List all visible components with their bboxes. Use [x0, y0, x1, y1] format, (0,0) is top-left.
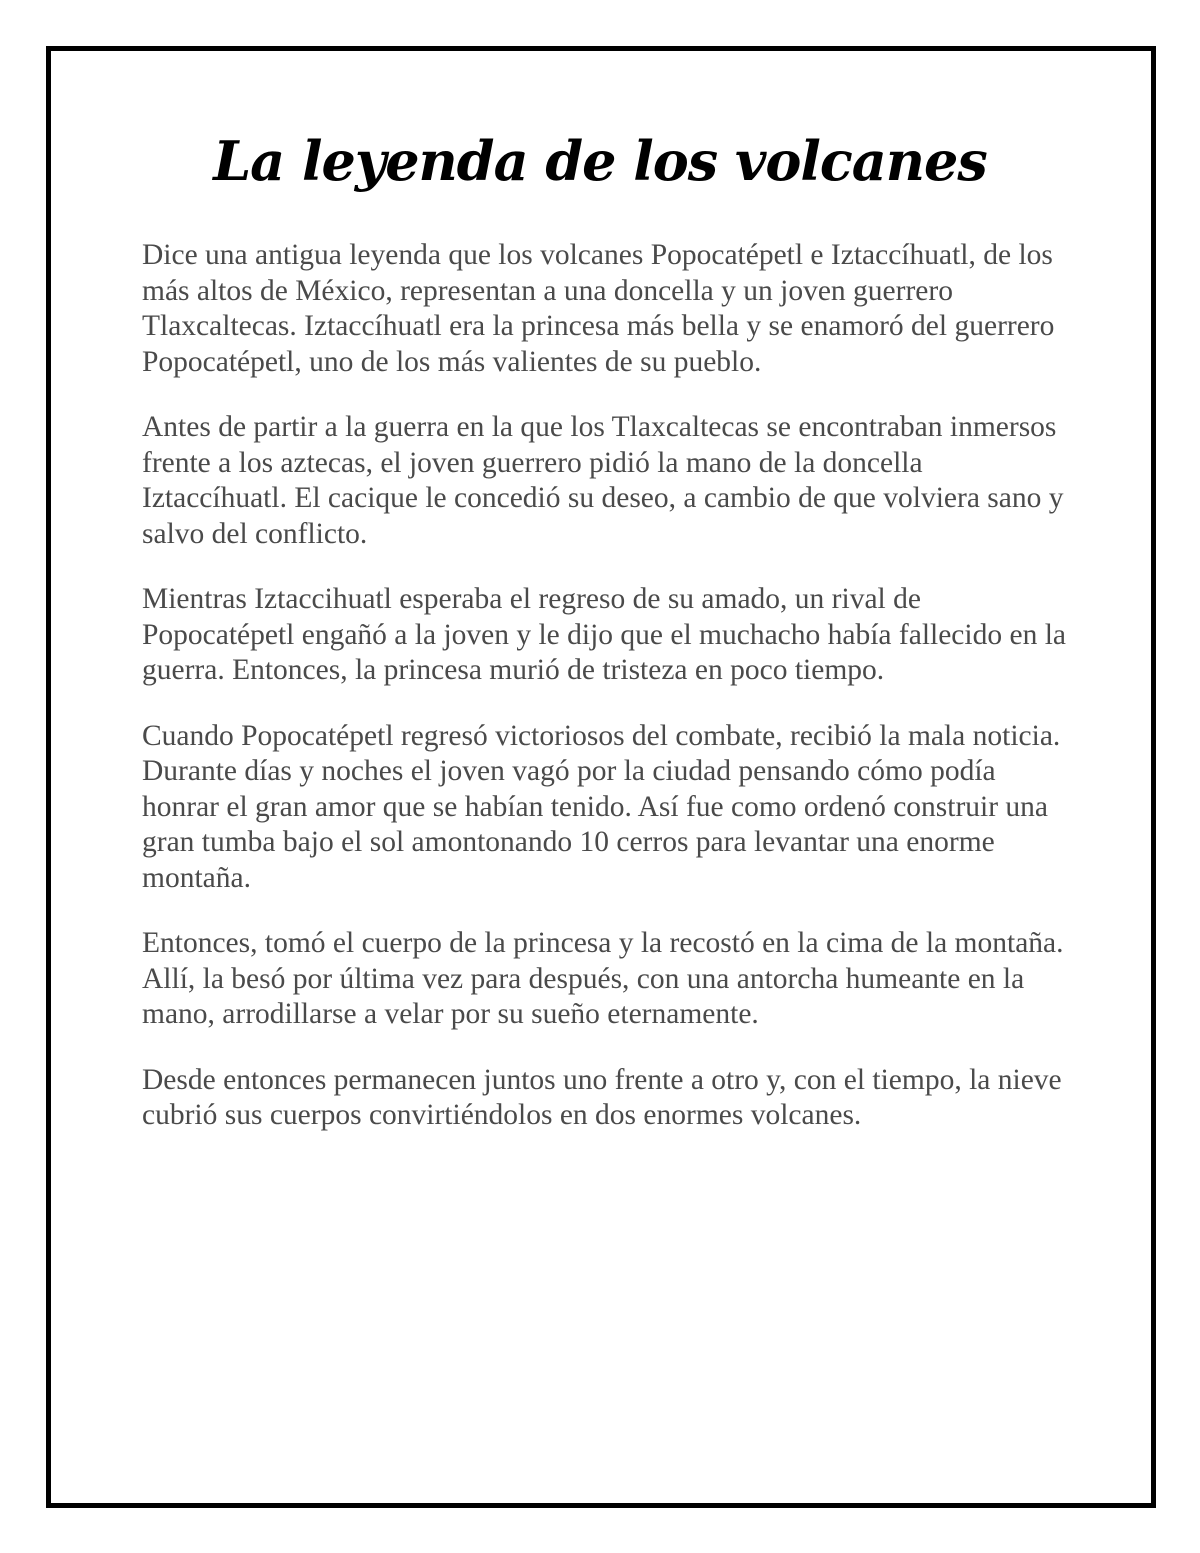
paragraph-6: Desde entonces permanecen juntos uno frente a otro y, con el tiempo, la nieve cubrió sus cuerpos convirtiéndolos en dos enormes volcanes. [142, 1063, 1062, 1131]
paragraph-5: Entonces, tomó el cuerpo de la princesa y la recostó en la cima de la montaña. Allí, la besó por última vez para después, con una antorcha humeante en la mano, arrodillarse a velar por su sueño eternamente. [142, 927, 1064, 1030]
paragraph-4: Cuando Popocatépetl regresó victoriosos del combate, recibió la mala noticia. Durante días y noches el joven vagó por la ciudad pensando cómo podía honrar el gran amor que se habían tenido. Así fue como ordenó construir una gran tumba bajo el sol amontonando 10 cerros para levantar una enorme montaña. [142, 719, 1061, 894]
story-body [142, 238, 1072, 1164]
paragraph-3: Mientras Iztaccihuatl esperaba el regreso de su amado, un rival de Popocatépetl engañó a la joven y le dijo que el muchacho había fallecido en la guerra. Entonces, la princesa murió de tristeza en poco tiempo. [142, 583, 1066, 686]
paragraph-1: Dice una antigua leyenda que los volcanes Popocatépetl e Iztaccíhuatl, de los más altos de México, representan a una doncella y un joven guerrero Tlaxcaltecas. Iztaccíhuatl era la princesa más bella y se enamoró del guerrero Popocatépetl, uno de los más valientes de su pueblo. [142, 239, 1055, 378]
paragraph-2: Antes de partir a la guerra en la que los Tlaxcaltecas se encontraban inmersos frente a los aztecas, el joven guerrero pidió la mano de la doncella Iztaccíhuatl. El cacique le concedió su deseo, a cambio de que volviera sano y salvo del conflicto. [142, 411, 1064, 550]
page-title: La leyenda de los volcanes [213, 129, 987, 193]
